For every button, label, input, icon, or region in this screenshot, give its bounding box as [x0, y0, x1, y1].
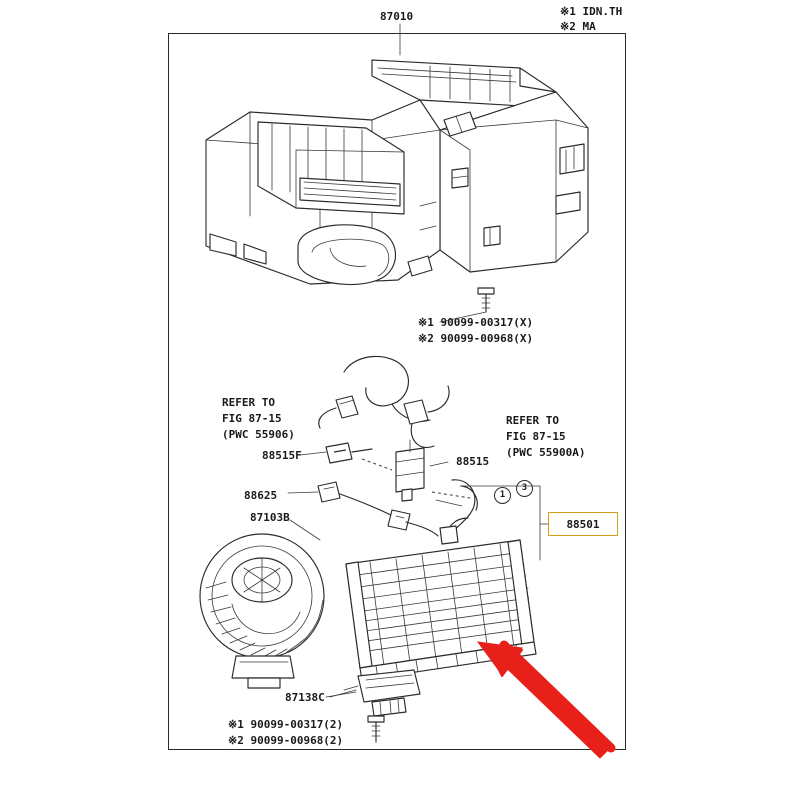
screw-lower-icon	[368, 716, 384, 742]
part-label-88625: 88625	[244, 489, 278, 502]
fastener-lower-2: ※2 90099-00968(2)	[228, 734, 344, 747]
part-label-88515: 88515	[456, 455, 490, 468]
fastener-upper-1: ※1 90099-00317(X)	[418, 316, 534, 329]
screw-upper-icon	[478, 288, 494, 312]
callout-number-3: 3	[516, 480, 533, 497]
refer-right-line1: REFER TO	[506, 414, 559, 427]
part-88515f-icon	[326, 443, 372, 463]
part-88515-icon	[396, 440, 448, 501]
note-idn-th: ※1 IDN.TH	[560, 5, 623, 18]
part-87103b-blower-icon	[200, 534, 324, 688]
refer-left-line2: FIG 87-15	[222, 412, 282, 425]
part-label-88515f: 88515F	[262, 449, 302, 462]
refer-right-line2: FIG 87-15	[506, 430, 566, 443]
part-88625-icon	[318, 482, 438, 536]
callout-number-1: 1	[494, 487, 511, 504]
refer-left-line3: (PWC 55906)	[222, 428, 295, 441]
note-ma: ※2 MA	[560, 20, 596, 33]
refer-right-line3: (PWC 55900A)	[506, 446, 586, 459]
highlight-part-label: 88501	[566, 517, 600, 531]
fastener-lower-1: ※1 90099-00317(2)	[228, 718, 344, 731]
harness-left-group	[319, 356, 449, 447]
hvac-housing-group	[206, 60, 588, 285]
red-pointer-arrow	[478, 642, 612, 758]
page-title: 87010	[380, 10, 414, 23]
refer-left-line1: REFER TO	[222, 396, 275, 409]
part-label-87103b: 87103B	[250, 511, 290, 524]
part-87138c-icon	[344, 670, 420, 716]
part-label-87138c: 87138C	[285, 691, 325, 704]
fastener-upper-2: ※2 90099-00968(X)	[418, 332, 534, 345]
